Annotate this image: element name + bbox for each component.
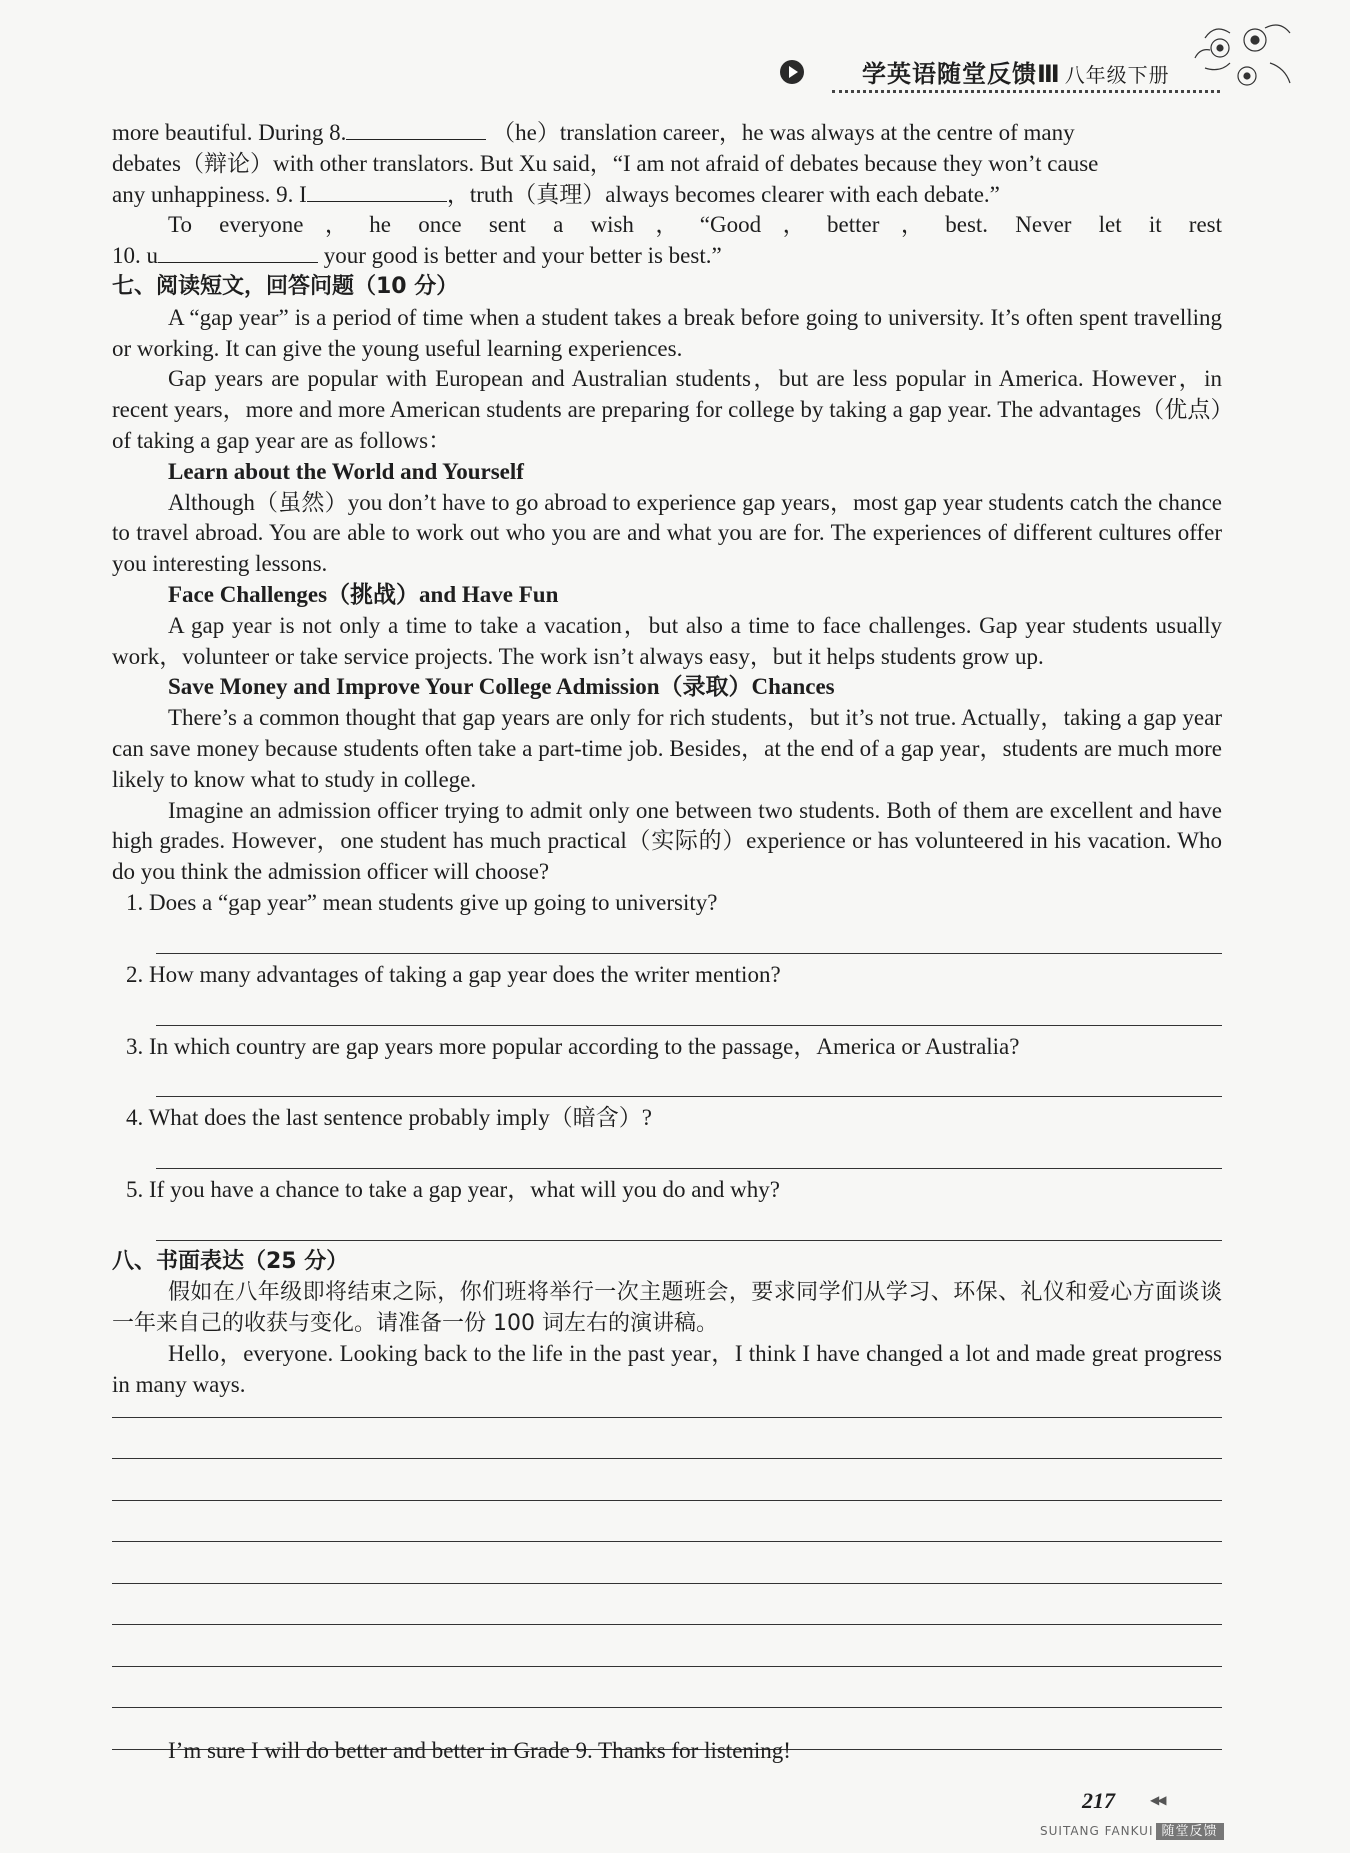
passage-paragraph: There’s a common thought that gap years are only for rich students，but it’s not true. Actually，taking a gap year can save money because students often take a part-time job. Besides，at the end of a gap year，students are much more likely to know what to study in college. [112,705,1222,792]
answer-line-2[interactable] [156,995,1222,1026]
passage-paragraph: Although（虽然）you don’t have to go abroad to experience gap years，most gap year students catch the chance to travel abroad. You are able to work out who you are and what you are for. The experiences of different cultures offer you interesting lessons. [112,489,1222,577]
writing-line[interactable] [112,1542,1222,1584]
passage-paragraph: A “gap year” is a period of time when a student takes a break before going to university. It’s often spent travelling or working. It can give the young useful learning experiences. [112,304,1222,361]
answer-blank-9[interactable] [307,201,447,202]
grade-label: 八年级下册 [1064,63,1170,87]
page-content [112,118,1222,1401]
answer-blank-8[interactable] [346,139,486,140]
passage-paragraph: Gap years are popular with European and Australian students，but are less popular in America. However，in recent years，more and more American students are preparing for college by taking a gap year. The advantages（优点）of taking a gap year are as follows： [112,366,1222,453]
answer-line-3[interactable] [156,1066,1222,1097]
passage-paragraph: A gap year is not only a time to take a vacation，but also a time to face challenges. Gap year students usually work，volunteer or take service projects. The work isn’t always easy，but it helps students grow up. [112,612,1222,669]
section-7-heading: 七、阅读短文，回答问题（10 分） [112,273,459,299]
question-1: 1. Does a “gap year” mean students give up going to university? [126,889,718,915]
intro-text: more beautiful. During 8. [112,120,347,145]
intro-line-3 [112,180,1222,211]
section-8-heading: 八、书面表达（25 分） [112,1248,349,1274]
writing-line[interactable] [112,1667,1222,1709]
intro-line-1 [112,118,1222,149]
answer-blank-10[interactable] [158,262,318,263]
passage-paragraph: Imagine an admission officer trying to admit only one between two students. Both of them are excellent and have high grades. However，one student has much practical（实际的）experience or has volunteered in his vacation. Who do you think the admission officer will choose? [112,797,1222,885]
writing-prompt: 假如在八年级即将结束之际，你们班将举行一次主题班会，要求同学们从学习、环保、礼仪和爱心方面谈谈一年来自己的收获与变化。请准备一份 100 词左右的演讲稿。 [112,1279,1222,1336]
writing-line[interactable] [112,1418,1222,1460]
page-footer [1040,1820,1224,1839]
writing-lines[interactable] [112,1376,1222,1750]
page-number: 217 [1082,1788,1115,1813]
writing-line[interactable] [112,1459,1222,1501]
writing-closing: I’m sure I will do better and better in Grade 9. Thanks for listening! [168,1738,791,1763]
answer-line-5[interactable] [156,1210,1222,1241]
writing-line[interactable] [112,1376,1222,1418]
question-3: 3. In which country are gap years more popular according to the passage，America or Australia? [126,1033,1020,1059]
header-dotted-rule [832,90,1220,93]
passage-subheading: Save Money and Improve Your College Admission（录取）Chances [168,674,835,700]
passage-subheading: Learn about the World and Yourself [168,458,524,484]
passage-subheading: Face Challenges（挑战）and Have Fun [168,581,559,607]
question-2: 2. How many advantages of taking a gap year does the writer mention? [126,961,781,987]
intro-text: （he）translation career，he was always at the centre of many [492,120,1075,145]
intro-text: ，truth（真理）always becomes clearer with each debate.” [446,181,1000,207]
question-4: 4. What does the last sentence probably imply（暗含）? [126,1105,652,1131]
intro-line-5 [112,241,1222,272]
answer-line-1[interactable] [156,923,1222,954]
play-icon [780,60,804,84]
double-arrow-icon: ◀◀ [1150,1793,1165,1807]
intro-line-4: To everyone，he once sent a wish，“Good，better，best. Never let it rest [168,212,1222,238]
intro-text: your good is better and your better is best.” [323,243,722,269]
intro-text: 10. u [112,243,158,269]
intro-text: any unhappiness. 9. I [112,181,307,207]
writing-line[interactable] [112,1584,1222,1626]
writing-line[interactable] [112,1501,1222,1543]
flower-decoration-icon [1185,18,1305,98]
answer-line-4[interactable] [156,1138,1222,1169]
footer-brand: SUITANG FANKUI [1040,1824,1154,1838]
question-5: 5. If you have a chance to take a gap year，what will you do and why? [126,1177,780,1203]
footer-badge: 随堂反馈 [1156,1823,1224,1840]
intro-line-2: debates（辩论）with other translators. But Xu said，“I am not afraid of debates because they won’t cause [112,150,1099,176]
writing-opening: Hello，everyone. Looking back to the life in the past year，I think I have changed a lot and made great progress in many ways. [112,1341,1222,1398]
book-title [862,54,1170,89]
book-title-text: 学英语随堂反馈Ⅲ [862,60,1061,88]
writing-line[interactable] [112,1625,1222,1667]
